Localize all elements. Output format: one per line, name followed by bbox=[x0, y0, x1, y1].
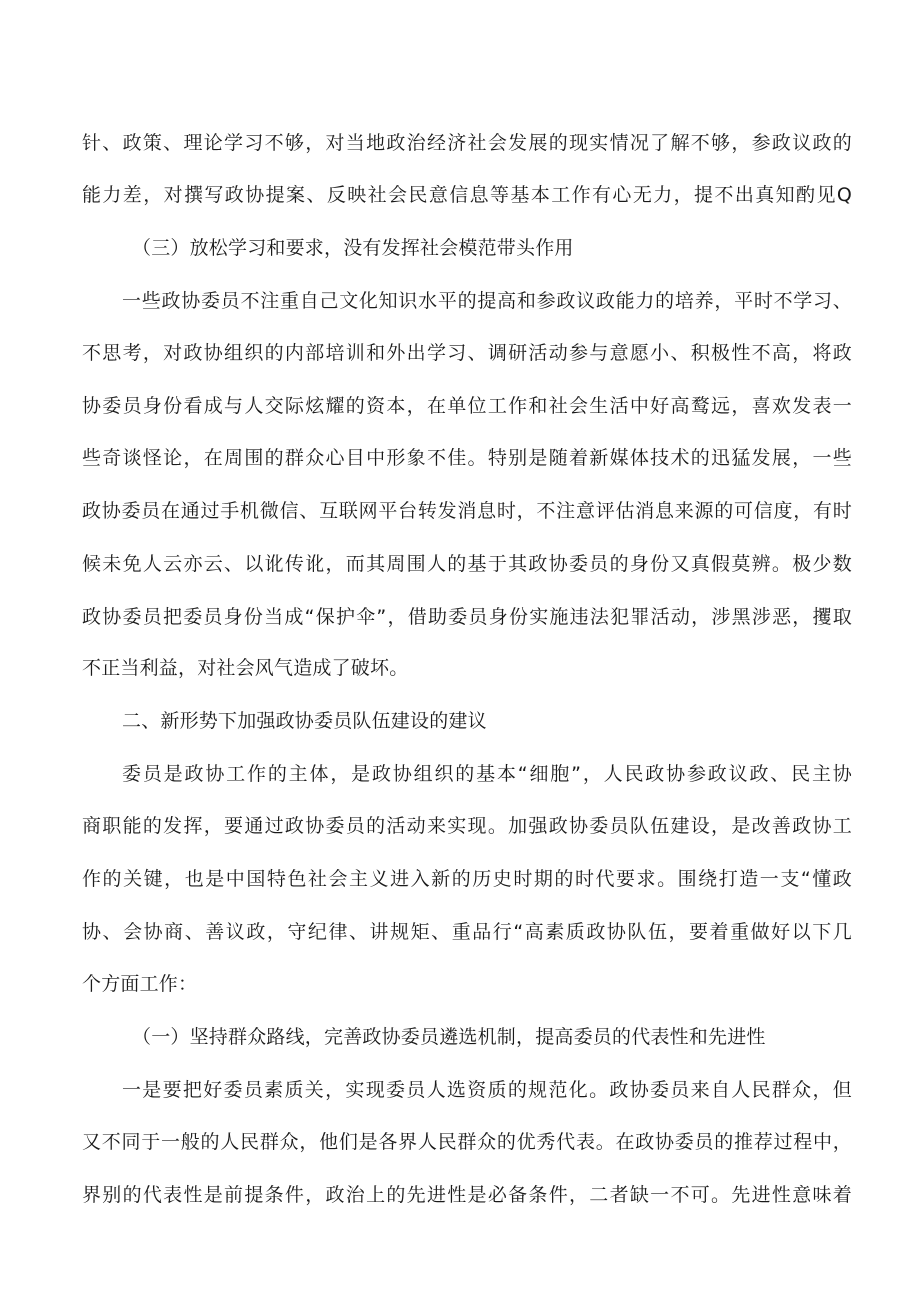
text-line: 能力差，对撰写政协提案、反映社会民意信息等基本工作有心无力，提不出真知酌见Q bbox=[82, 184, 852, 206]
text-line: 又不同于一般的人民群众，他们是各界人民群众的优秀代表。在政协委员的推荐过程中， bbox=[82, 1131, 852, 1153]
text-line: 政协委员把委员身份当成“保护伞”，借助委员身份实施违法犯罪活动，涉黑涉恶，攫取 bbox=[82, 606, 852, 628]
text-line: 协委员身份看成与人交际炫耀的资本，在单位工作和社会生活中好高鹜远，喜欢发表一 bbox=[82, 395, 852, 417]
text-line: 商职能的发挥，要通过政协委员的活动来实现。加强政协委员队伍建设，是改善政协工 bbox=[82, 815, 852, 837]
section-heading: 二、新形势下加强政协委员队伍建设的建议 bbox=[122, 710, 487, 732]
text-line: 个方面工作： bbox=[82, 973, 198, 995]
text-line: 作的关键，也是中国特色社会主义进入新的历史时期的时代要求。围绕打造一支“懂政 bbox=[82, 868, 852, 890]
text-line: 协、会协商、善议政，守纪律、讲规矩、重品行“高素质政协队伍，要着重做好以下几 bbox=[82, 921, 852, 943]
text-line: 一些政协委员不注重自己文化知识水平的提高和参政议政能力的培养，平时不学习、 bbox=[122, 290, 852, 312]
text-line: 一是要把好委员素质关，实现委员人选资质的规范化。政协委员来自人民群众，但 bbox=[122, 1079, 852, 1101]
section-heading: （一）坚持群众路线，完善政协委员遴选机制，提高委员的代表性和先进性 bbox=[132, 1026, 766, 1048]
text-line: 候未免人云亦云、以讹传讹，而其周围人的基于其政协委员的身份又真假莫辨。极少数 bbox=[82, 553, 852, 575]
text-line: 不正当利益，对社会风气造成了破坏。 bbox=[82, 657, 409, 679]
text-line: 政协委员在通过手机微信、互联网平台转发消息时，不注意评估消息来源的可信度，有时 bbox=[82, 500, 852, 522]
text-line: 针、政策、理论学习不够，对当地政治经济社会发展的现实情况了解不够，参政议政的 bbox=[82, 132, 852, 154]
text-line: 不思考，对政协组织的内部培训和外出学习、调研活动参与意愿小、积极性不高，将政 bbox=[82, 342, 852, 364]
text-line: 些奇谈怪论，在周围的群众心目中形象不佳。特别是随着新媒体技术的迅猛发展，一些 bbox=[82, 447, 852, 469]
section-heading: （三）放松学习和要求，没有发挥社会模范带头作用 bbox=[132, 237, 574, 259]
text-line: 界别的代表性是前提条件，政治上的先进性是必备条件，二者缺一不可。先进性意味着 bbox=[82, 1184, 852, 1206]
text-line: 委员是政协工作的主体，是政协组织的基本“细胞”，人民政协参政议政、民主协 bbox=[122, 763, 852, 785]
